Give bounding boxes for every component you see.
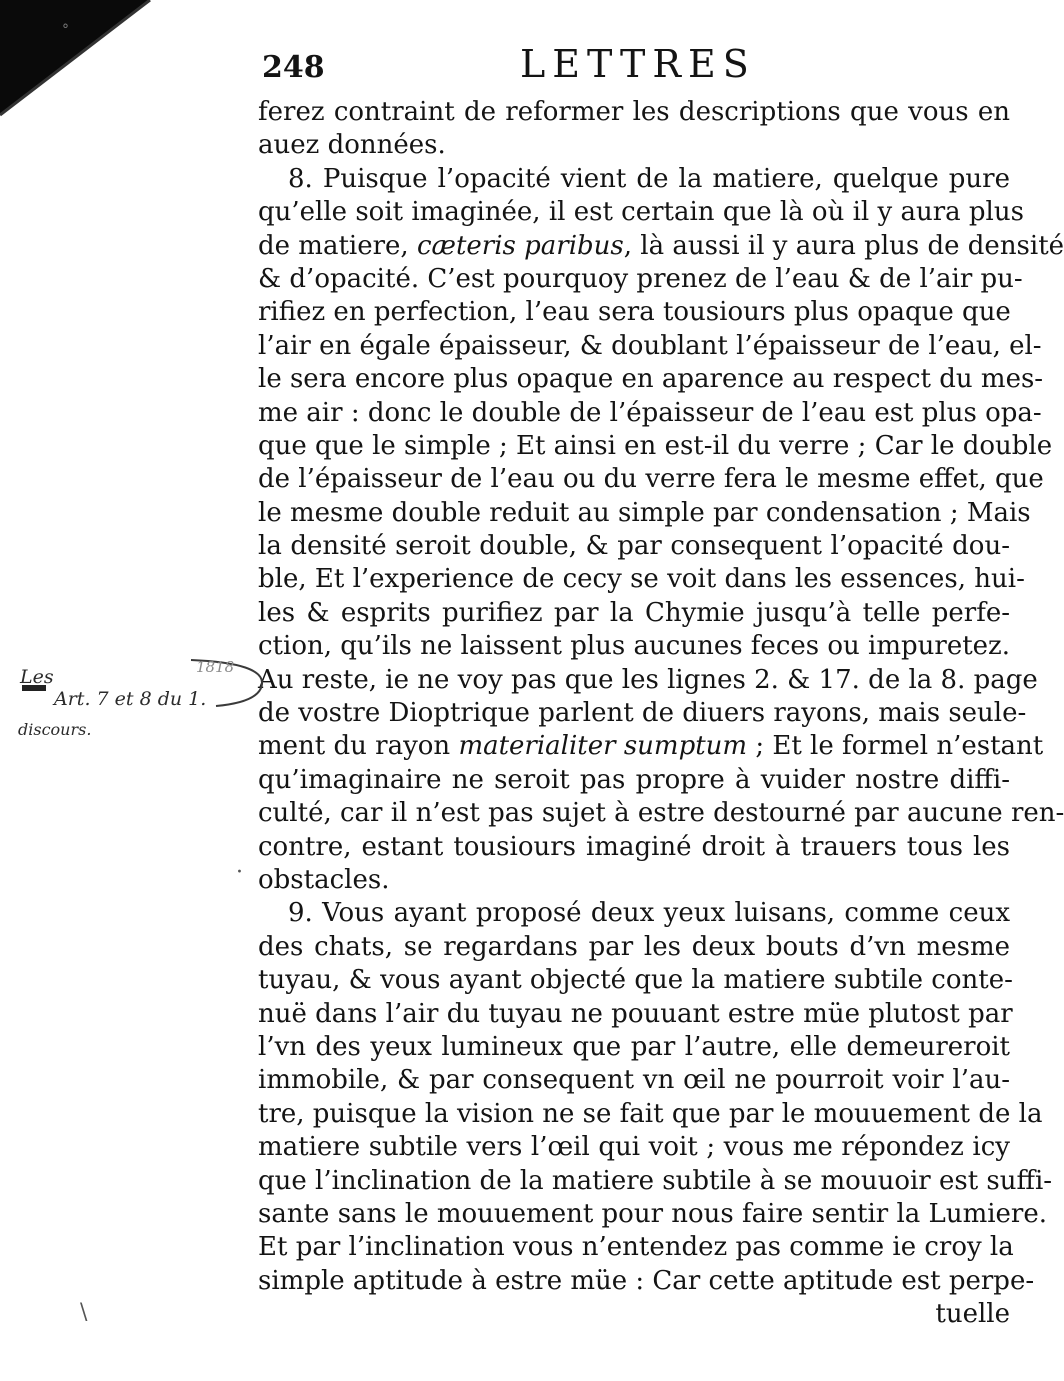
catchword: tuelle [935, 1299, 1010, 1330]
text-line: le mesme double reduit au simple par condensation ; Mais [258, 497, 1031, 528]
text-line: de l’épaisseur de l’eau ou du verre fera le mesme effet, que [258, 464, 1044, 495]
text-line: culté, car il n’est pas sujet à estre destourné par aucune ren- [258, 798, 1064, 829]
page-header [262, 42, 1012, 90]
text-line: & d’opacité. C’est pourquoy prenez de l’eau & de l’air pu- [258, 263, 1023, 294]
text-line: ction, qu’ils ne laissent plus aucunes feces ou impuretez. [258, 631, 1011, 662]
text-line: contre, estant tousiours imaginé droit à trauers tous les [258, 831, 1010, 862]
text-line: l’air en égale épaisseur, & doublant l’épaisseur de l’eau, el- [258, 330, 1042, 361]
text-line: sante sans le mouuement pour nous faire sentir la Lumiere. [258, 1198, 1048, 1229]
text-line: la densité seroit double, & par consequent l’opacité dou- [258, 531, 1010, 562]
margin-faint-number: 1818 [196, 658, 235, 676]
body-text [258, 96, 1064, 1331]
text-line: des chats, se regardans par les deux bouts d’vn mesme [258, 931, 1010, 962]
running-title: LETTRES [520, 42, 756, 86]
text-line: obstacles. [258, 864, 390, 895]
text-line: le sera encore plus opaque en aparence au respect du mes- [258, 364, 1044, 395]
margin-note-line: Art. 7 et 8 du 1. [54, 688, 207, 710]
italic-phrase: cæteris paribus [416, 230, 624, 261]
page-number: 248 [262, 50, 325, 85]
text-line-with-italic: ment du rayon materialiter sumptum ; Et le formel n’estant [258, 731, 1044, 762]
text-line: immobile, & par consequent vn œil ne pourroit voir l’au- [258, 1065, 1010, 1096]
text-line: rifiez en perfection, l’eau sera tousiours plus opaque que [258, 297, 1011, 328]
text-line: Au reste, ie ne voy pas que les lignes 2. & 17. de la 8. page [258, 664, 1038, 695]
paragraph-9-start: 9. Vous ayant proposé deux yeux luisans, comme ceux [288, 898, 1010, 929]
italic-phrase: materialiter sumptum [458, 731, 748, 762]
text-line: que que le simple ; Et ainsi en est-il du verre ; Car le double [258, 430, 1053, 461]
text-line: auez données. [258, 130, 446, 161]
paragraph-8-start: 8. Puisque l’opacité vient de la matiere, quelque pure [288, 163, 1010, 194]
text-line: nuë dans l’air du tuyau ne pouuant estre müe plutost par [258, 998, 1013, 1029]
margin-note-line: Les [20, 666, 54, 688]
text-line: les & esprits purifiez par la Chymie jusqu’à telle perfe- [258, 597, 1010, 628]
text-line: qu’elle soit imaginée, il est certain que là où il y aura plus [258, 197, 1024, 228]
text-line: simple aptitude à estre müe : Car cette aptitude est perpe- [258, 1265, 1035, 1296]
text-line: tre, puisque la vision ne se fait que par le mouuement de la [258, 1098, 1043, 1129]
text-line: ferez contraint de reformer les descriptions que vous en [258, 97, 1010, 127]
text-line: matiere subtile vers l’œil qui voit ; vous me répondez icy [258, 1132, 1010, 1163]
text-line: tuyau, & vous ayant objecté que la matiere subtile conte- [258, 965, 1013, 996]
text-line: de vostre Dioptrique parlent de diuers rayons, mais seule- [258, 698, 1027, 729]
stray-mark: · [236, 860, 243, 885]
text-line: l’vn des yeux lumineux que par l’autre, elle demeureroit [258, 1031, 1010, 1062]
text-line: me air : donc le double de l’épaisseur de l’eau est plus opa- [258, 397, 1042, 428]
text-line: Et par l’inclination vous n’entendez pas comme ie croy la [258, 1232, 1014, 1263]
text-line: ble, Et l’experience de cecy se voit dans les essences, hui- [258, 564, 1025, 595]
handwritten-margin-note [16, 658, 266, 758]
text-line: qu’imaginaire ne seroit pas propre à vuider nostre diffi- [258, 764, 1010, 795]
text-line: que l’inclination de la matiere subtile à se mouuoir est suffi- [258, 1165, 1053, 1196]
stray-mark: \ [80, 1300, 88, 1325]
text-line-with-italic: de matiere, cæteris paribus, là aussi il y aura plus de densité [258, 230, 1064, 261]
stray-mark: ° [62, 22, 69, 38]
margin-note-line: discours. [18, 720, 92, 739]
